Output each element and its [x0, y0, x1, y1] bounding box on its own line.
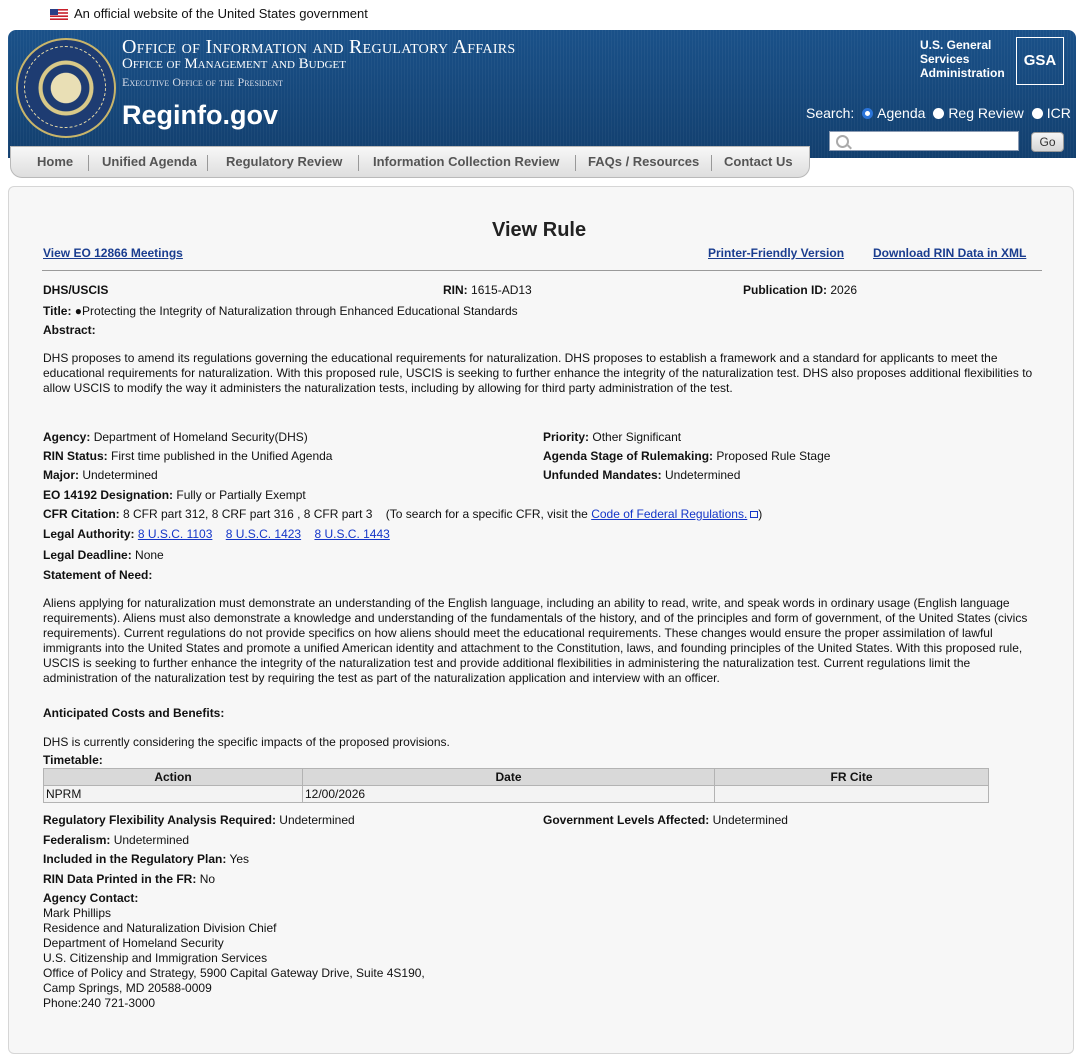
rin-field — [443, 283, 532, 297]
unfunded-value: Undetermined — [665, 468, 741, 482]
federalism-label: Federalism: — [43, 833, 111, 847]
eo-label: EO 14192 Designation: — [43, 488, 174, 502]
table-header-row — [44, 769, 989, 786]
costs-text: DHS is currently considering the specific impacts of the proposed provisions. — [43, 735, 450, 749]
reg-plan-label: Included in the Regulatory Plan: — [43, 852, 227, 866]
table-cell: NPRM — [44, 786, 303, 803]
reg-plan-value: Yes — [229, 852, 250, 866]
nav-regulatory-review[interactable]: Regulatory Review — [226, 154, 343, 169]
search-option-icr[interactable] — [1032, 105, 1071, 121]
printed-value: No — [199, 872, 216, 886]
eo-meetings-link[interactable]: View EO 12866 Meetings — [43, 246, 183, 260]
agency-short — [43, 283, 108, 297]
office-title: Office of Information and Regulatory Affairs — [122, 36, 516, 58]
search-icon — [836, 135, 849, 148]
cfr-note: (To search for a specific CFR, visit the — [385, 507, 588, 521]
priority-label: Priority: — [543, 430, 590, 444]
contact-line: Phone:240 721-3000 — [43, 996, 156, 1010]
radio-selected-icon[interactable] — [862, 108, 873, 119]
search-label: Search: — [806, 105, 855, 121]
agency-contact — [43, 906, 425, 1011]
table-header: FR Cite — [715, 769, 989, 786]
search-option-label: Reg Review — [948, 105, 1024, 121]
publication-id-field — [743, 283, 857, 297]
pubid-value: 2026 — [830, 283, 858, 297]
search-options — [806, 105, 1071, 121]
table-header: Date — [303, 769, 715, 786]
agency-short-value: DHS/USCIS — [43, 283, 109, 297]
rin-status-label: RIN Status: — [43, 449, 108, 463]
table-header: Action — [44, 769, 303, 786]
cfr-link[interactable]: Code of Federal Regulations. — [591, 507, 748, 521]
contact-line: Mark Phillips — [43, 906, 112, 920]
cfr-citation-field — [43, 507, 762, 521]
contact-line: Residence and Naturalization Division Chief — [43, 921, 277, 935]
federalism-value: Undetermined — [113, 833, 190, 847]
costs-label — [43, 706, 224, 720]
major-label: Major: — [43, 468, 79, 482]
unfunded-mandates-field — [543, 468, 740, 482]
rfa-label: Regulatory Flexibility Analysis Required: — [43, 813, 276, 827]
need-label-text: Statement of Need: — [43, 568, 153, 582]
gov-banner-text: An official website of the United States government — [74, 6, 368, 21]
cfr-note-close: ) — [758, 507, 763, 521]
abstract-text: DHS proposes to amend its regulations governing the educational requirements for naturalization. DHS proposes to establish a framework and a standard for applicants to meet the educational requirements for naturalization. With this proposed rule, USCIS is seeking to further enhance the integrity of the naturalization test. DHS also proposes additional flexibilities to allow USCIS to modify the way it administers the naturalization tests, including by allowing for third party administration of the test. — [43, 351, 1033, 395]
search-option-label: ICR — [1046, 105, 1071, 121]
nav-separator — [88, 155, 89, 171]
go-button[interactable]: Go — [1031, 132, 1064, 152]
rin-value: 1615-AD13 — [471, 283, 532, 297]
nav-home[interactable]: Home — [37, 154, 74, 169]
major-value: Undetermined — [82, 468, 158, 482]
table-cell: 12/00/2026 — [303, 786, 715, 803]
title-field — [43, 304, 518, 318]
contact-label-text: Agency Contact: — [43, 891, 139, 905]
page-title: View Rule — [492, 219, 587, 241]
contact-line: Office of Policy and Strategy, 5900 Capital Gateway Drive, Suite 4S190, — [43, 966, 425, 980]
rin-status-field — [43, 449, 332, 463]
download-xml-link[interactable]: Download RIN Data in XML — [873, 246, 1027, 260]
eo-value: Fully or Partially Exempt — [176, 488, 306, 502]
pubid-label: Publication ID: — [743, 283, 827, 297]
major-field — [43, 468, 158, 482]
cfr-label: CFR Citation: — [43, 507, 120, 521]
search-option-reg-review[interactable] — [933, 105, 1023, 121]
nav-faqs-resources[interactable]: FAQs / Resources — [588, 154, 700, 169]
table-row — [44, 786, 989, 803]
priority-field — [543, 430, 681, 444]
search-input[interactable] — [829, 131, 1019, 151]
regulatory-plan-field — [43, 852, 249, 866]
gsa-text-line: Administration — [920, 66, 1005, 80]
rin-status-value: First time published in the Unified Agenda — [111, 449, 333, 463]
abstract-label — [43, 323, 96, 337]
gsa-text-line: U.S. General — [920, 38, 992, 52]
legal-authority-link[interactable]: 8 U.S.C. 1423 — [225, 527, 302, 541]
contact-line: U.S. Citizenship and Immigration Services — [43, 951, 268, 965]
main-nav — [10, 146, 810, 178]
radio-icon[interactable] — [933, 108, 944, 119]
contact-line: Department of Homeland Security — [43, 936, 224, 950]
table-cell — [715, 786, 989, 803]
legal-authority-link[interactable]: 8 U.S.C. 1443 — [314, 527, 390, 541]
agenda-stage-field — [543, 449, 830, 463]
nav-information-collection-review[interactable]: Information Collection Review — [373, 154, 560, 169]
abstract-label-text: Abstract: — [43, 323, 96, 337]
gsa-text[interactable] — [920, 38, 1005, 80]
agency-field — [43, 430, 308, 444]
nav-separator — [358, 155, 359, 171]
legal-deadline-field — [43, 548, 164, 562]
printer-friendly-link[interactable]: Printer-Friendly Version — [708, 246, 845, 260]
costs-label-text: Anticipated Costs and Benefits: — [43, 706, 225, 720]
title-value: ●Protecting the Integrity of Naturalization through Enhanced Educational Standards — [74, 304, 518, 318]
search-option-label: Agenda — [877, 105, 926, 121]
office-subtitle: Office of Management and Budget — [122, 56, 346, 72]
federalism-field — [43, 833, 189, 847]
title-label: Title: — [43, 304, 72, 318]
legal-authority-label: Legal Authority: — [43, 527, 135, 541]
nav-separator — [207, 155, 208, 171]
stage-value: Proposed Rule Stage — [716, 449, 831, 463]
statement-of-need-label — [43, 568, 152, 582]
office-exec: Executive Office of the President — [122, 75, 283, 89]
divider — [42, 270, 1042, 271]
eo-designation-field — [43, 488, 306, 502]
gov-levels-label: Government Levels Affected: — [543, 813, 710, 827]
agency-value: Department of Homeland Security(DHS) — [93, 430, 308, 444]
printed-label: RIN Data Printed in the FR: — [43, 872, 197, 886]
stage-label: Agenda Stage of Rulemaking: — [543, 449, 714, 463]
gsa-text-line: Services — [920, 52, 970, 66]
agency-contact-label — [43, 891, 138, 905]
nav-unified-agenda[interactable]: Unified Agenda — [102, 154, 197, 169]
priority-value: Other Significant — [592, 430, 682, 444]
rfa-value: Undetermined — [279, 813, 355, 827]
rin-label: RIN: — [443, 283, 468, 297]
agency-label: Agency: — [43, 430, 91, 444]
radio-icon[interactable] — [1032, 108, 1043, 119]
site-name[interactable]: Reginfo.gov — [122, 100, 278, 130]
printed-in-fr-field — [43, 872, 215, 886]
timetable-label — [43, 753, 103, 767]
statement-of-need-text: Aliens applying for naturalization must demonstrate an understanding of the English language, including an ability to read, write, and speak words in ordinary usage (English language requirements). Aliens must also demonstrate a knowledge and understanding of the fundamentals of the history, and of the principles and form of government, of the United States (civics requirements). Current regulations do not provide specifics on how aliens should meet the educational requirements. These changes would ensure the proper assimilation of lawful immigrants into the United States and promote a unified American identity and attachment to the Constitution, laws, and founding principles of the United States. With this proposed rule, USCIS is seeking to further enhance the integrity of the naturalization test and provide additional flexibilities in administering the naturalization test. Current regulations limit the administration of the naturalization test by requiring the test as part of the naturalization application and interview with an officer. — [43, 596, 1028, 685]
legal-deadline-label: Legal Deadline: — [43, 548, 132, 562]
presidential-seal-icon[interactable] — [16, 38, 116, 138]
contact-line: Camp Springs, MD 20588-0009 — [43, 981, 212, 995]
rfa-field — [43, 813, 355, 827]
gov-levels-field — [543, 813, 788, 827]
timetable-table — [43, 768, 989, 803]
gsa-logo-icon[interactable]: GSA — [1016, 37, 1064, 85]
legal-authority-link[interactable]: 8 U.S.C. 1103 — [137, 527, 213, 541]
nav-separator — [711, 155, 712, 171]
cfr-value: 8 CFR part 312, 8 CRF part 316 , 8 CFR part 3 — [123, 507, 373, 521]
gov-banner — [0, 0, 1080, 28]
nav-contact-us[interactable]: Contact Us — [724, 154, 793, 169]
unfunded-label: Unfunded Mandates: — [543, 468, 662, 482]
us-flag-icon — [50, 9, 68, 20]
nav-separator — [575, 155, 576, 171]
legal-authority-field — [43, 527, 390, 541]
search-option-agenda[interactable] — [862, 105, 925, 121]
timetable-label-text: Timetable: — [43, 753, 103, 767]
gov-levels-value: Undetermined — [712, 813, 788, 827]
legal-deadline-value: None — [135, 548, 164, 562]
